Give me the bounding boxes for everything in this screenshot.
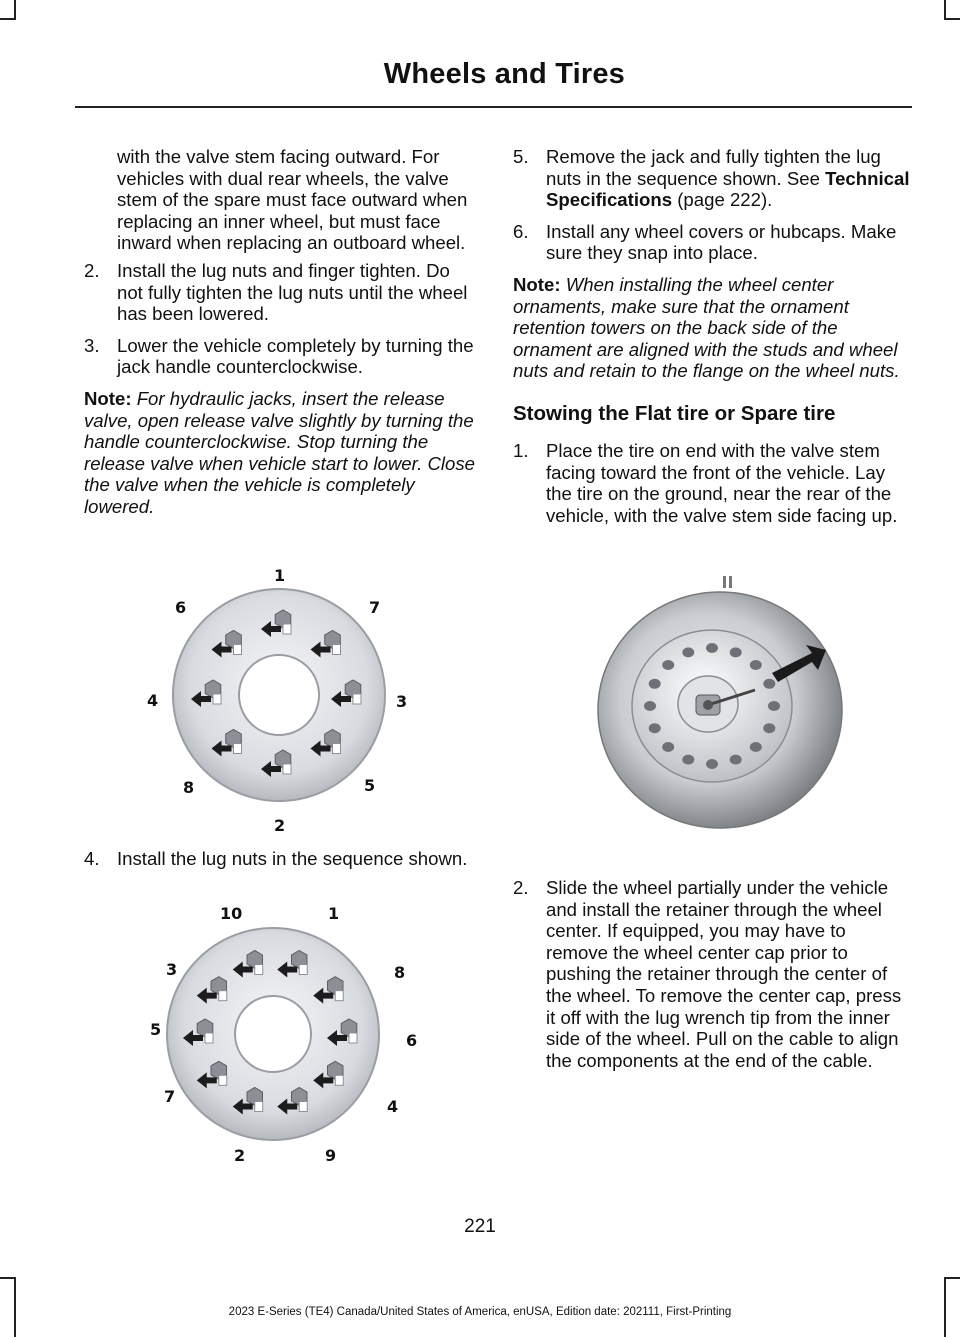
step-text: Place the tire on end with the valve stem facing toward the front of the vehicle. Lay the tire on the ground, near the rear of the vehicle, with the valve stem side facing up.: [546, 439, 898, 526]
socket-icon: [283, 764, 291, 774]
step-text: [546, 146, 911, 211]
sequence-label: 5: [364, 776, 376, 795]
socket-icon: [335, 991, 343, 1001]
note-label: Note:: [513, 273, 561, 295]
rim-hole: [649, 723, 661, 733]
rim-hole: [706, 759, 718, 769]
page-number: 221: [464, 1216, 496, 1237]
list-item: [513, 877, 911, 1071]
rim-hole: [763, 679, 775, 689]
sequence-label: 5: [150, 1020, 162, 1039]
socket-icon: [299, 1101, 307, 1111]
step-text: Install any wheel covers or hubcaps. Make sure they snap into place.: [546, 220, 897, 264]
rim-hole: [750, 742, 762, 752]
note: [513, 274, 911, 382]
socket-icon: [234, 743, 242, 753]
rim-hole: [750, 660, 762, 670]
note: [84, 388, 476, 518]
list-item: [513, 146, 911, 211]
sequence-label: 2: [234, 1146, 246, 1165]
header-divider: [75, 106, 912, 108]
sequence-label: 2: [274, 816, 286, 835]
step-text: Slide the wheel partially under the vehicle and install the retainer through the wheel center. If equipped, you may have to remove the wheel center cap prior to pushing the retainer through the center of the wheel. To remove the center cap, press it off with the lug wrench tip from the inner side of the wheel. Pull on the cable to align the components at the end of the cable.: [546, 877, 902, 1071]
rim-hole: [730, 647, 742, 657]
sequence-label: 10: [220, 904, 243, 923]
socket-icon: [219, 991, 227, 1001]
spare-tire-illustration: [590, 570, 850, 835]
socket-icon: [283, 624, 291, 634]
crop-mark: [944, 0, 946, 20]
step-text-after: (page 222).: [677, 189, 773, 211]
socket-icon: [335, 1075, 343, 1085]
right-column: [513, 146, 911, 536]
spare-tire-figure: [590, 570, 850, 835]
step-text: Install the lug nuts in the sequence shown.: [117, 848, 468, 869]
note-text: For hydraulic jacks, insert the release valve, open release valve slightly by turning the handle counterclockwise. Stop turning the release valve when vehicle start to lower. Close the valve when the vehicle is completely lowered.: [84, 387, 475, 517]
step-number: 1.: [513, 439, 529, 461]
step-text-before: Remove the jack and fully tighten the lug nuts in the sequence shown. See: [546, 146, 881, 189]
step-number: 2.: [513, 877, 529, 898]
sequence-label: 8: [183, 778, 195, 797]
socket-icon: [255, 1101, 263, 1111]
socket-icon: [205, 1033, 213, 1043]
wheel-10-lug-diagram: [140, 900, 430, 1170]
crop-mark: [944, 1277, 960, 1279]
lug-sequence-10-figure: [140, 900, 430, 1170]
crop-mark: [944, 18, 960, 20]
sequence-label: 6: [175, 598, 187, 617]
rim-hole: [730, 755, 742, 765]
socket-icon: [213, 694, 221, 704]
list-item: [513, 440, 911, 526]
rim-hole: [644, 701, 656, 711]
list-item: [84, 260, 476, 325]
step-number: 2.: [84, 259, 100, 281]
step-number: 3.: [84, 334, 100, 356]
rim-hole: [768, 701, 780, 711]
left-column: [84, 146, 476, 528]
technical-specifications-link[interactable]: Technical Specifications: [546, 167, 910, 211]
sequence-label: 3: [396, 692, 408, 711]
crop-mark: [0, 18, 16, 20]
socket-icon: [299, 965, 307, 975]
footer: 2023 E-Series (TE4) Canada/United States of America, enUSA, Edition date: 202111, First-Printing: [228, 1306, 732, 1318]
step-text: Install the lug nuts and finger tighten. Do not fully tighten the lug nuts until the wheel has been lowered.: [117, 259, 468, 325]
note-text: When installing the wheel center ornaments, make sure that the ornament retention towers on the back side of the ornament are aligned with the studs and wheel nuts and retain to the flange on the wheel nuts.: [513, 273, 900, 382]
step-number: 5.: [513, 146, 529, 167]
sequence-label: 8: [394, 963, 406, 982]
step-1-continuation: with the valve stem facing outward. For vehicles with dual rear wheels, the valve stem of the spare must face outward when replacing an inner wheel, but must face inward when replacing an outboard wheel.: [117, 146, 468, 254]
section-heading: Stowing the Flat tire or Spare tire: [513, 401, 836, 425]
sequence-label: 3: [166, 960, 178, 979]
socket-icon: [255, 965, 263, 975]
list-item: [84, 848, 476, 870]
crop-mark: [0, 1277, 16, 1279]
rim-hole: [662, 742, 674, 752]
list-item: [84, 335, 476, 378]
page-title: Wheels and Tires: [383, 58, 625, 90]
crop-mark: [14, 0, 16, 20]
rim-hole: [682, 647, 694, 657]
lug-sequence-8-figure: [140, 560, 430, 840]
sequence-label: 9: [325, 1146, 337, 1165]
note-label: Note:: [84, 387, 132, 409]
step-text: Lower the vehicle completely by turning the jack handle counterclockwise.: [117, 334, 474, 378]
socket-icon: [332, 645, 340, 655]
rim-hole: [763, 723, 775, 733]
sequence-label: 4: [387, 1097, 399, 1116]
sequence-label: 6: [406, 1031, 418, 1050]
sequence-label: 1: [274, 566, 286, 585]
socket-icon: [234, 645, 242, 655]
socket-icon: [349, 1033, 357, 1043]
sequence-label: 7: [164, 1087, 176, 1106]
sequence-label: 7: [369, 598, 381, 617]
sequence-label: 4: [147, 691, 159, 710]
rim-hole: [706, 643, 718, 653]
rim-hole: [662, 660, 674, 670]
sequence-label: 1: [328, 904, 340, 923]
step-number: 4.: [84, 848, 100, 869]
socket-icon: [353, 694, 361, 704]
rim-hole: [682, 755, 694, 765]
socket-icon: [332, 743, 340, 753]
step-number: 6.: [513, 220, 529, 242]
socket-icon: [219, 1075, 227, 1085]
rim-hole: [649, 679, 661, 689]
list-item: [513, 221, 911, 264]
